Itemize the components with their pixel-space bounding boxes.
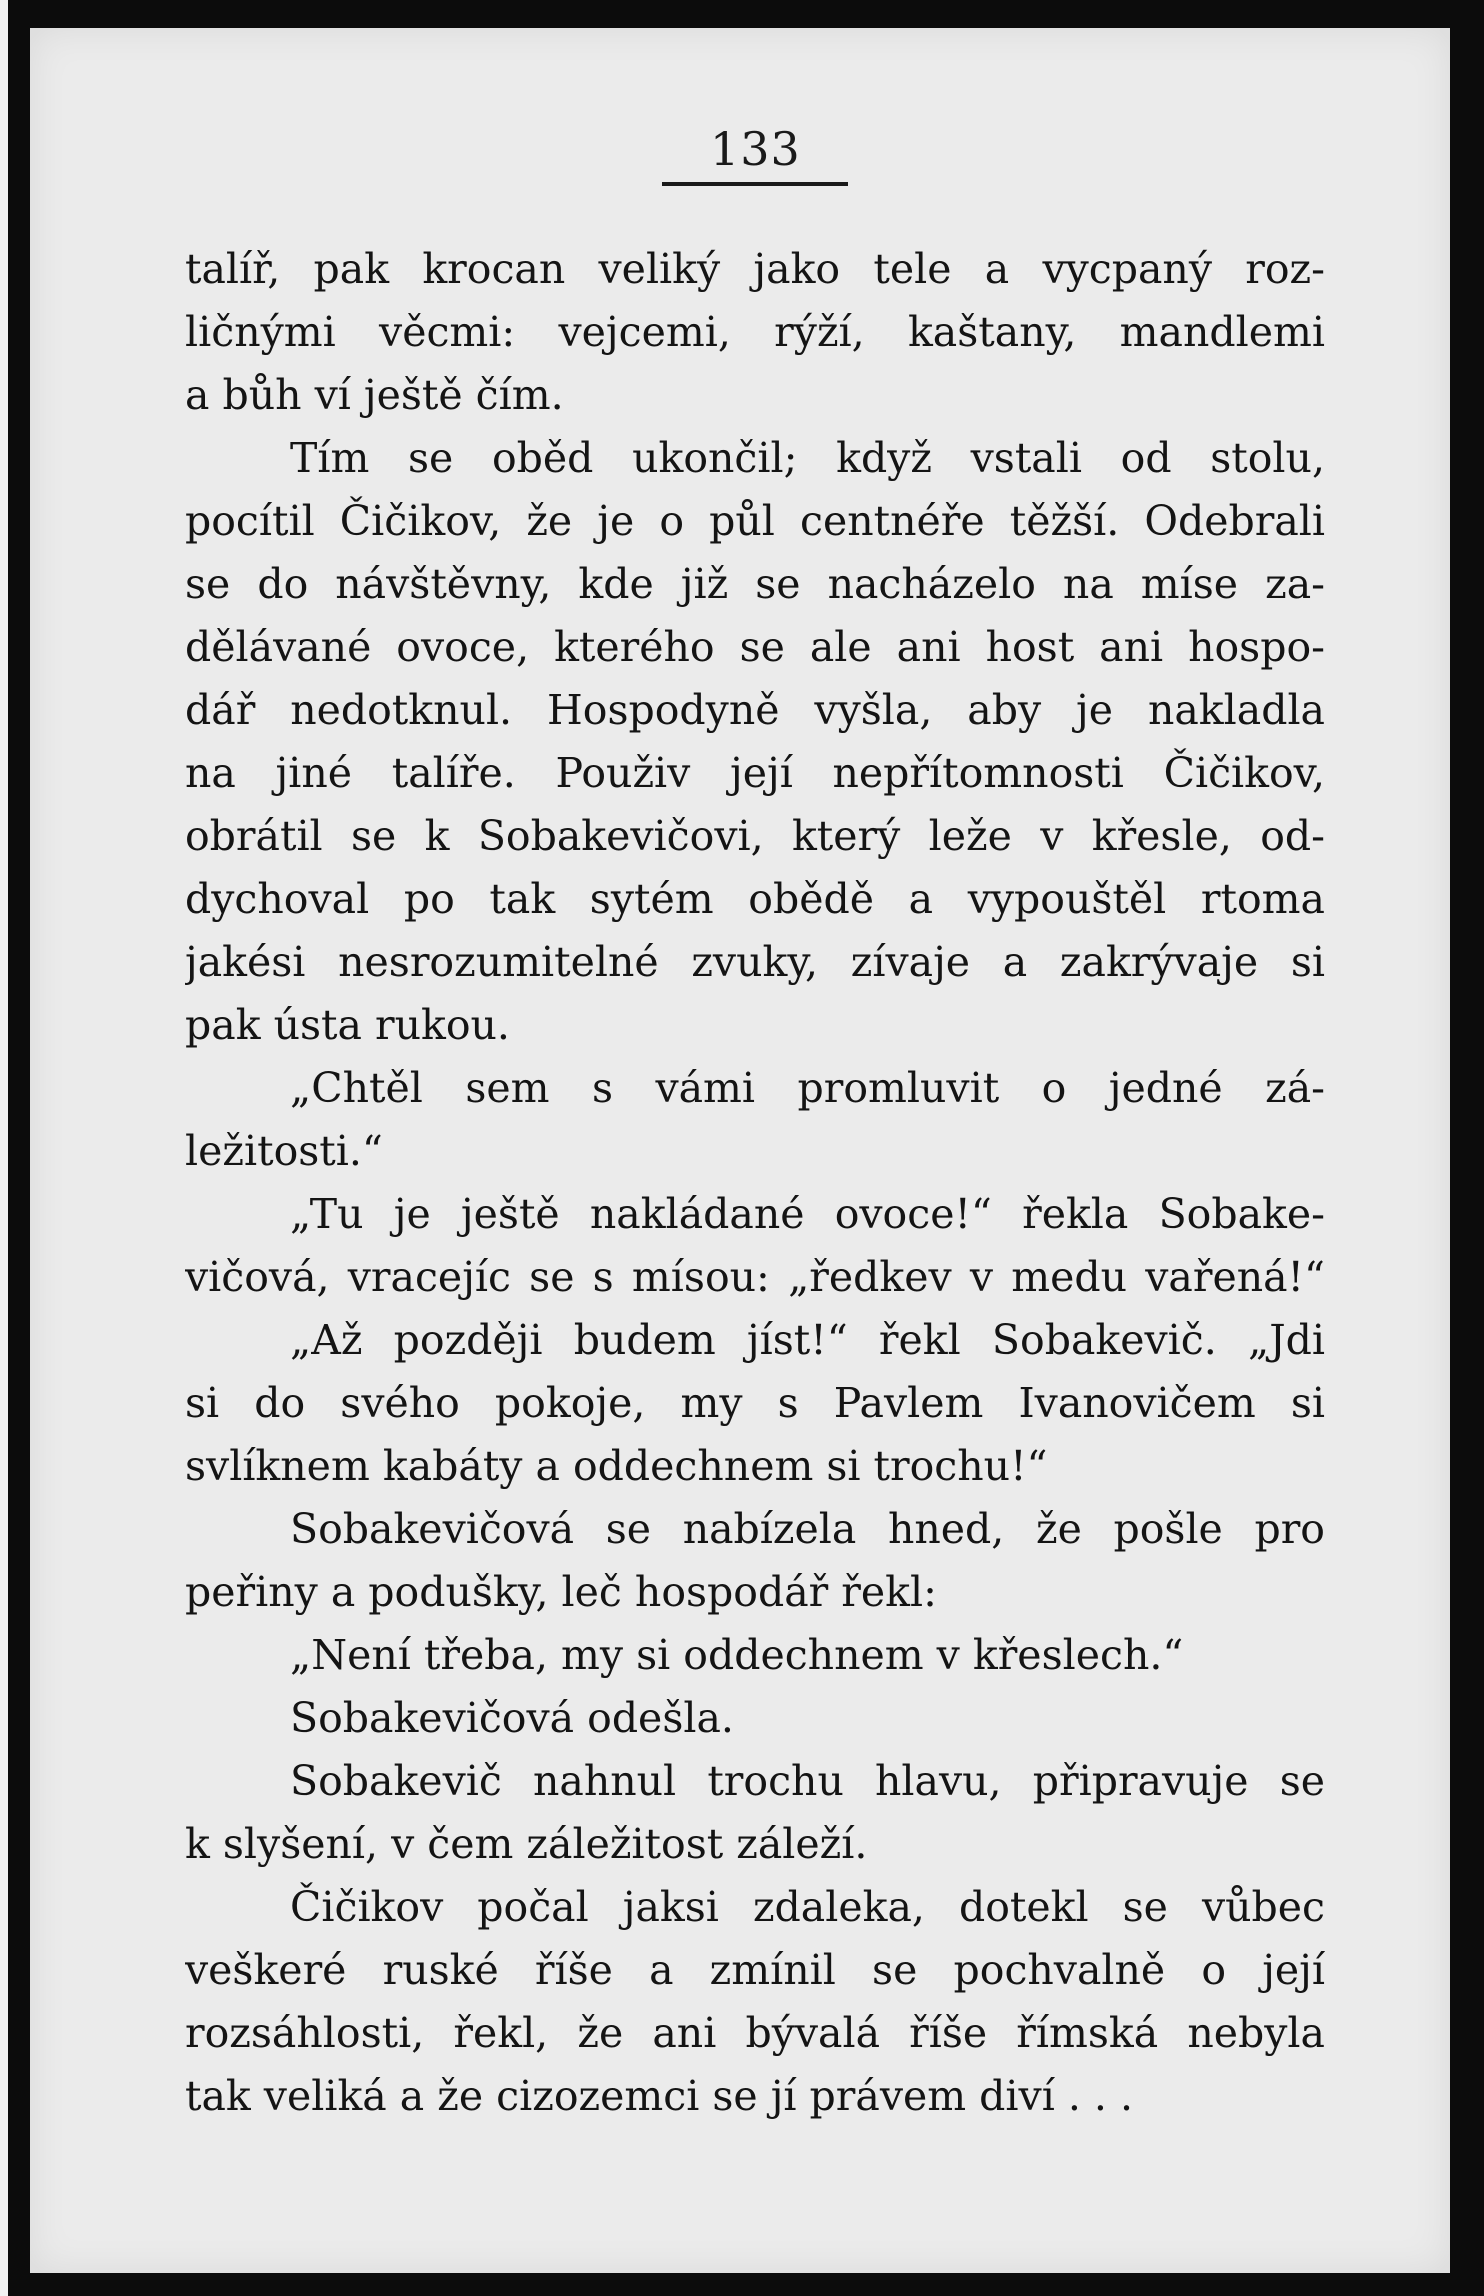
text-line: a bůh ví ještě čím. [185,371,564,419]
body-text [185,238,1325,2128]
text-line: veškeré ruské říše a zmínil se pochvalně o její [185,1946,1325,1994]
text-line: svlíknem kabáty a oddechnem si trochu!“ [185,1442,1048,1490]
page-number: 133 [710,122,801,176]
text-line: Sobakevičová odešla. [290,1694,734,1742]
text-line: Tím se oběd ukončil; když vstali od stolu, [290,434,1325,482]
text-line: pak ústa rukou. [185,1001,510,1049]
text-line: dychoval po tak sytém obědě a vypouštěl rtoma [185,875,1325,923]
text-line: tak veliká a že cizozemci se jí právem diví . . . [185,2072,1134,2120]
text-line: rozsáhlosti, řekl, že ani bývalá říše římská nebyla [185,2009,1325,2057]
text-line: ležitosti.“ [185,1127,383,1175]
scan-edge [0,0,8,2296]
text-line: dělávané ovoce, kterého se ale ani host ani hospo- [185,623,1325,671]
text-line: peřiny a podušky, leč hospodář řekl: [185,1568,937,1616]
book-page [30,28,1450,2273]
text-line: „Chtěl sem s vámi promluvit o jedné zá- [290,1064,1325,1112]
text-line: na jiné talíře. Použiv její nepřítomnosti Čičikov, [185,749,1325,797]
page-number-rule [662,182,848,186]
text-line: k slyšení, v čem záležitost záleží. [185,1820,868,1868]
text-line: obrátil se k Sobakevičovi, který leže v křesle, od- [185,812,1325,860]
text-line: vičová, vracejíc se s mísou: „ředkev v medu vařená!“ [185,1253,1325,1301]
text-line: pocítil Čičikov, že je o půl centnéře těžší. Odebrali [185,497,1325,545]
text-line: „Tu je ještě nakládané ovoce!“ řekla Sobake- [290,1190,1325,1238]
text-line: si do svého pokoje, my s Pavlem Ivanovičem si [185,1379,1325,1427]
text-line: se do návštěvny, kde již se nacházelo na míse za- [185,560,1325,608]
text-line: talíř, pak krocan veliký jako tele a vycpaný roz- [185,245,1325,293]
text-line: Sobakevič nahnul trochu hlavu, připravuje se [290,1757,1325,1805]
text-line: Čičikov počal jaksi zdaleka, dotekl se vůbec [290,1883,1325,1931]
text-line: „Až později budem jíst!“ řekl Sobakevič. „Jdi [290,1316,1325,1364]
text-line: dář nedotknul. Hospodyně vyšla, aby je nakladla [185,686,1325,734]
text-line: Sobakevičová se nabízela hned, že pošle pro [290,1505,1325,1553]
text-line: ličnými věcmi: vejcemi, rýží, kaštany, mandlemi [185,308,1325,356]
text-line: „Není třeba, my si oddechnem v křeslech.“ [290,1631,1184,1679]
text-line: jakési nesrozumitelné zvuky, zívaje a zakrývaje si [185,938,1325,986]
